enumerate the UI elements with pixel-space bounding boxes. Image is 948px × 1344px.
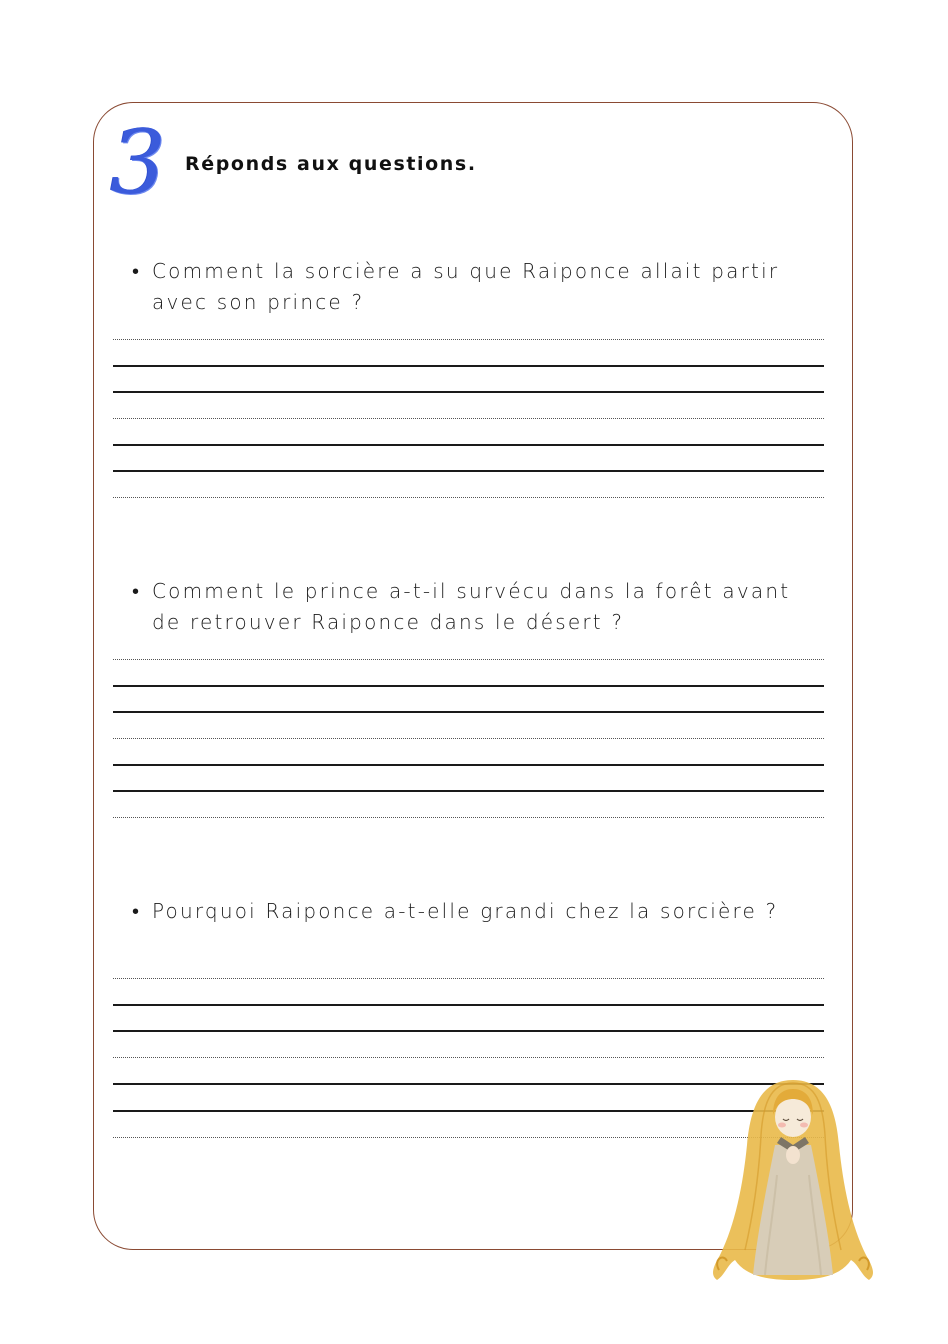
writing-line-solid[interactable] (113, 685, 824, 687)
writing-line-solid[interactable] (113, 365, 824, 367)
rapunzel-illustration (705, 1075, 880, 1285)
writing-line-dotted[interactable] (113, 817, 824, 818)
question-text: Comment la sorcière a su que Raiponce allait partir avec son prince ? (152, 259, 780, 314)
writing-line-solid[interactable] (113, 764, 824, 766)
writing-line-solid[interactable] (113, 391, 824, 393)
question-3 (132, 896, 812, 927)
question-text: Pourquoi Raiponce a-t-elle grandi chez la sorcière ? (152, 899, 779, 923)
writing-line-dotted[interactable] (113, 659, 824, 660)
question-1 (132, 256, 812, 318)
writing-line-dotted[interactable] (113, 1057, 824, 1058)
bullet-icon: • (132, 259, 142, 283)
bullet-icon: • (132, 579, 142, 603)
writing-line-solid[interactable] (113, 790, 824, 792)
writing-line-solid[interactable] (113, 711, 824, 713)
exercise-instruction: Réponds aux questions. (185, 153, 477, 175)
writing-line-dotted[interactable] (113, 339, 824, 340)
writing-line-dotted[interactable] (113, 978, 824, 979)
bullet-icon: • (132, 899, 142, 923)
exercise-number: 3 (110, 111, 166, 214)
writing-line-solid[interactable] (113, 1004, 824, 1006)
question-2 (132, 576, 812, 638)
writing-line-solid[interactable] (113, 444, 824, 446)
writing-line-solid[interactable] (113, 470, 824, 472)
writing-line-dotted[interactable] (113, 497, 824, 498)
writing-line-solid[interactable] (113, 1030, 824, 1032)
writing-line-dotted[interactable] (113, 418, 824, 419)
writing-line-dotted[interactable] (113, 738, 824, 739)
question-text: Comment le prince a-t-il survécu dans la forêt avant de retrouver Raiponce dans le désert ? (152, 579, 791, 634)
